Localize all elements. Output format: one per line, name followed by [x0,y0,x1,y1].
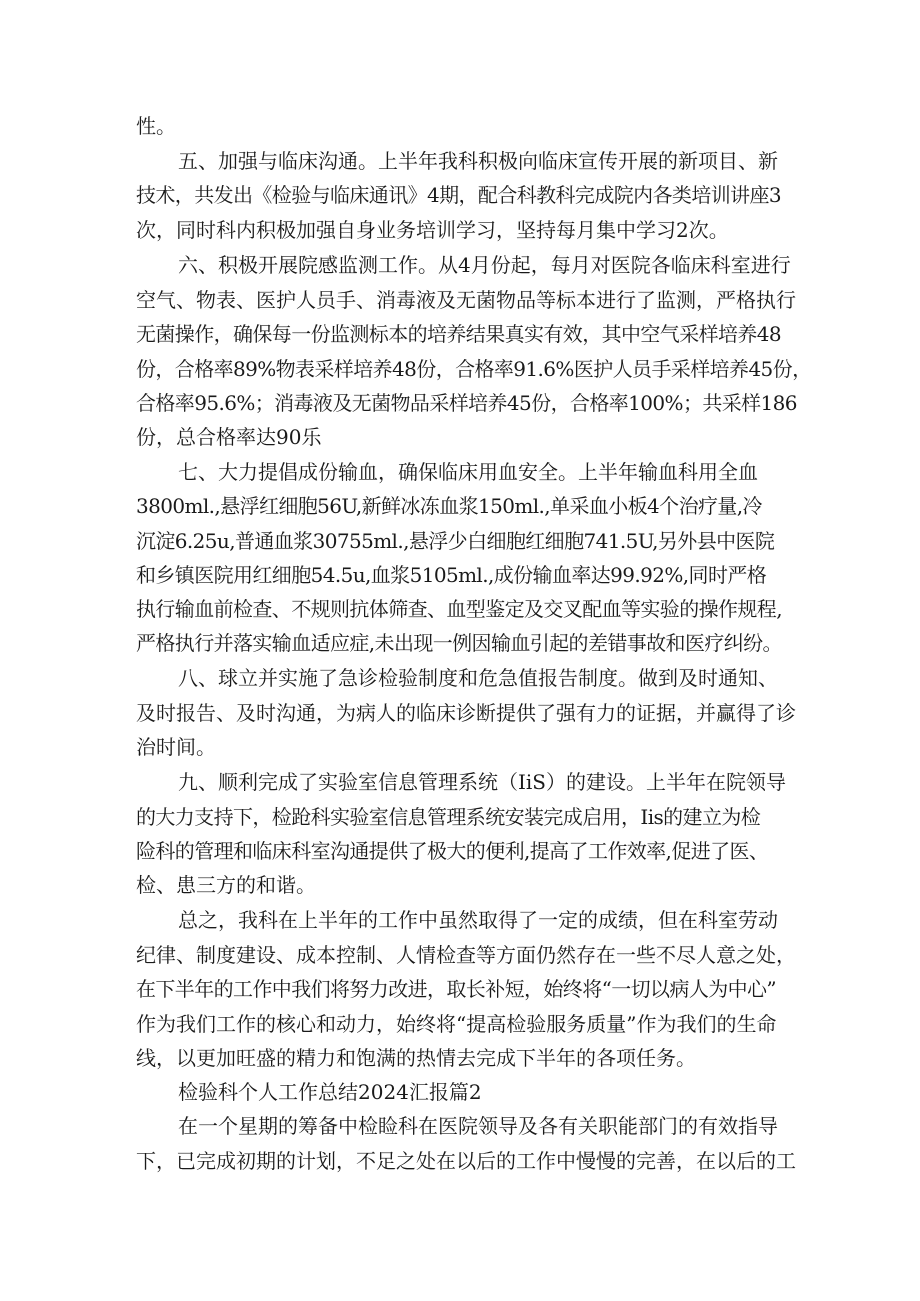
text-line: 下，已完成初期的计划，不足之处在以后的工作中慢慢的完善，在以后的工 [136,1149,796,1173]
text-line: 治时间。 [136,735,216,759]
text-line: 3800ml.,悬浮红细胞56U,新鲜冰冻血浆150ml.,单采血小板4个治疗量,冷 [136,494,762,518]
text-line: 无菌操作，确保每一份监测标本的培养结果真实有效，其中空气采样培养48 [136,322,782,346]
text-line: 份，合格率89%物表采样培养48份，合格率91.6%医护人员手采样培养45份， [136,357,812,381]
text-line: 次，同时科内积极加强自身业务培训学习，坚持每月集中学习2次。 [136,218,729,242]
text-line: 的大力支持下，检跄科实验室信息管理系统安装完成启用，Iis的建立为检 [136,805,761,829]
text-line: 沉淀6.25u,普通血浆30755ml.,悬浮少白细胞红细胞741.5U,另外县中医院 [136,529,775,553]
text-line: 险科的管理和临床科室沟通提供了极大的便利,提高了工作效率,促进了医、 [136,839,769,863]
text-line: 性。 [136,114,176,138]
section-heading: 检验科个人工作总结2024汇报篇2 [178,1080,482,1104]
text-line: 及时报告、及时沟通，为病人的临床诊断提供了强有力的证据，并赢得了诊 [136,701,796,725]
paragraph-9-line: 九、顺利完成了实验室信息管理系统（IiS）的建设。上半年在院领导 [178,770,786,794]
text-line: 严格执行并落实输血适应症,未出现一例因输血引起的差错事故和医疗纠纷。 [136,631,782,655]
text-line: 技术，共发出《检验与临床通讯》4期，配合科教科完成院内各类培训讲座3 [136,183,782,207]
text-line: 和乡镇医院用红细胞54.5u,血浆5105ml.,成份输血率达99.92%,同时严格 [136,563,767,587]
text-line: 空气、物表、医护人员手、消毒液及无菌物品等标本进行了监测，严格执行 [136,288,796,312]
paragraph-line: 在一个星期的筹备中检睑科在医院领导及各有关职能部门的有效指导 [178,1114,778,1138]
conclusion-line: 总之，我科在上半年的工作中虽然取得了一定的成绩，但在科室劳动 [178,908,778,932]
paragraph-8-line: 八、球立并实施了急诊检验制度和危急值报告制度。做到及时通知、 [178,666,778,690]
text-line: 检、患三方的和谐。 [136,873,316,897]
text-line: 在下半年的工作中我们将努力改进，取长补短，始终将“一切以病人为中心” [136,977,777,1001]
text-line: 作为我们工作的核心和动力，始终将“提高检验服务质量”作为我们的生命 [136,1012,777,1036]
text-line: 份，总合格率达90乐 [136,425,322,449]
paragraph-5-line: 五、加强与临床沟通。上半年我科积极向临床宣传开展的新项目、新 [178,149,778,173]
text-line: 合格率95.6%；消毒液及无菌物品采样培养45份，合格率100%；共采样186 [136,391,797,415]
text-line: 执行输血前检查、不规则抗体筛查、血型鉴定及交叉配血等实验的操作规程, [136,597,782,621]
text-line: 线，以更加旺盛的精力和饱满的热情去完成下半年的各项任务。 [136,1046,696,1070]
paragraph-7-line: 七、大力提倡成份输血，确保临床用血安全。上半年输血科用全血 [178,460,758,484]
text-line: 纪律、制度建设、成本控制、人情检查等方面仍然存在一些不尽人意之处， [136,943,796,967]
paragraph-6-line: 六、积极开展院感监测工作。从4月份起，每月对医院各临床科室进行 [178,253,791,277]
